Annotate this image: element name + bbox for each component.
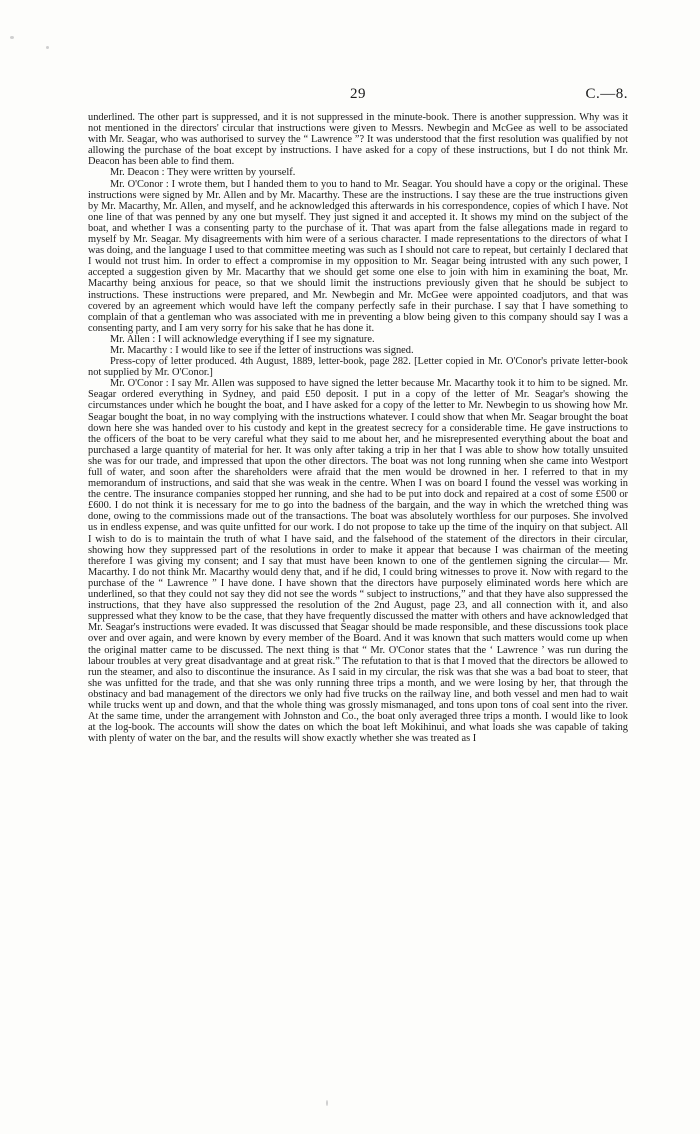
paragraph: Mr. Deacon : They were written by yourself.: [110, 167, 296, 179]
scan-mark: [10, 36, 14, 39]
paragraph: Mr. Macarthy : I would like to see if the letter of instructions was signed.: [110, 344, 414, 356]
page-header: [88, 86, 628, 104]
paragraph: Mr. O'Conor : I wrote them, but I handed them to you to hand to Mr. Seagar. You should have a copy or the original. These instructions were signed by Mr. Allen and by Mr. Macarthy. These are the instructions. I say these are the true instructions given by Mr. Macarthy, Mr. Allen, and myself, and he acknowledged this afterwards in his correspondence, copies of which I have. Not one line of that was penned by any one but myself. They just signed it and accepted it. It shows my mind on the subject of the boat, and whether I was a consenting party to the purchase of it. That was apart from the false allegations made in regard to myself by Mr. Seagar. My disagreements with him were of a serious character. I made representations to the directors of what I was doing, and the language I used to that committee meeting was such as I should not care to repeat, but certainly I declared that I would not trust him. In order to effect a compromise in my opposition to Mr. Seagar being intrusted with any such power, I accepted a suggestion given by Mr. Macarthy that we should get some one else to join with him in examining the boat, Mr. Macarthy being anxious for peace, so that we should limit the instructions previously given that he should be subject to instructions. These instructions were prepared, and Mr. Newbegin and Mr. McGee were appointed coadjutors, and that was covered by an agreement which would have left the company perfectly safe in their purchase. I say that I have something to complain of that a gentleman who was associated with me in preventing a blow being given to this company should say I was a consenting party, and I am very sorry for his sake that he has done it.: [88, 178, 628, 334]
paragraph: Mr. Allen : I will acknowledge everything if I see my signature.: [110, 333, 375, 345]
paragraph: Press-copy of letter produced. 4th August, 1889, letter-book, page 282. [Letter copied in Mr. O'Conor's private letter-book not supplied by Mr. O'Conor.]: [88, 356, 628, 379]
document-reference: C.—8.: [585, 86, 628, 102]
scan-mark: [46, 46, 49, 49]
page-number: 29: [350, 86, 366, 102]
paragraph: Mr. O'Conor : I say Mr. Allen was supposed to have signed the letter because Mr. Macarthy took it to him to be signed. Mr. Seagar ordered everything in Sydney, and paid £50 deposit. I put in a copy of the letter of Mr. Seagar's showing the circumstances under which he bought the boat, and I have asked for a copy of the letter to Mr. Newbegin to us showing how Mr. Seagar bought the boat, in no way complying with the instructions whatever. I could show that when Mr. Seagar brought the boat down here she was handed over to his custody and kept in the greatest secrecy for a considerable time. He gave instructions to the officers of the boat to be very careful what they said to me about her, and he misrepresented everything about the boat and purchased a large quantity of material for her. It was only after taking a trip in her that I was able to show how totally unsuited she was for our trade, and impressed that upon the other directors. The boat was not long running when she came into Westport full of water, and soon after the shareholders were afraid that the men would be drowned in her. I referred to that in my memorandum of instructions, and said that she was weak in the centre. When I was on board I found the vessel was working in the centre. The insurance companies stopped her running, and she had to be put into dock and repaired at a cost of some £500 or £600. I do not think it is necessary for me to go into the badness of the bargain, and the way in which the wretched thing was done, owing to the commissions made out of the transactions. The boat was absolutely worthless for our purposes. She involved us in endless expense, and was quite unfitted for our work. I do not propose to take up the time of the inquiry on that subject. All I wish to do is to maintain the truth of what I have said, and the falsehood of the statement of the directors in their circular, showing how they suppressed part of the resolutions in order to make it appear that because I was chairman of the meeting therefore I was giving my consent; and I say that must have been known to one of the gentlemen signing the circular— Mr. Macarthy. I do not think Mr. Macarthy would deny that, and if he did, I could bring witnesses to prove it. Now with regard to the purchase of the “ Lawrence ” I have done. I have shown that the directors have purposely eliminated words here which are underlined, so that they could not say they did not see the words “ subject to instructions,” and that they have also suppressed the instructions, that they have also suppressed the resolution of the 2nd August, page 23, and all connection with it, and also suppressed what they know to be the case, that they have frequently discussed the matter with others and have acknowledged that Mr. Seagar's instructions were evaded. It was discussed that Seagar should be made responsible, and these discussions took place over and over again, and were known by every member of the Board. And it was known that such matters would come up when the original matter came to be discussed. The next thing is that “ Mr. O'Conor states that the ‘ Lawrence ’ was run during the labour troubles at very great disadvantage and at great risk.” The refutation to that is that I moved that the directors be allowed to run the steamer, and also to discontinue the insurance. As I said in my circular, the risk was that she was a bad boat to steer, that she was unfitted for the trade, and that she was only running three trips a month, and we were losing by her, that through the obstinacy and bad management of the directors we only had five trucks on the railway line, and both vessel and men had to wait while trucks went up and down, and that the whole thing was grossly mismanaged, and tons upon tons of coal sent into the river. At the same time, under the arrangement with Johnston and Co., the boat only averaged three trips a month. I would like to look at the log-book. The accounts will show the dates on which the boat left Mokihinui, and what loads she was capable of taking with plenty of water on the bar, and the results will show exactly whether she was treated as I: [88, 378, 628, 745]
paragraph: underlined. The other part is suppressed, and it is not suppressed in the minute-book. There is another suppression. Why was it not mentioned in the directors' circular that instructions were given to Messrs. Newbegin and McGee as well to be associated with Mr. Seagar, who was authorised to survey the “ Lawrence ”? It was understood that the first resolution was qualified by not allowing the purchase of the boat except by instructions. I have asked for a copy of these instructions, but I do not think Mr. Deacon has been able to find them.: [88, 112, 628, 168]
document-body: [88, 112, 628, 744]
scan-mark: [326, 1100, 328, 1106]
